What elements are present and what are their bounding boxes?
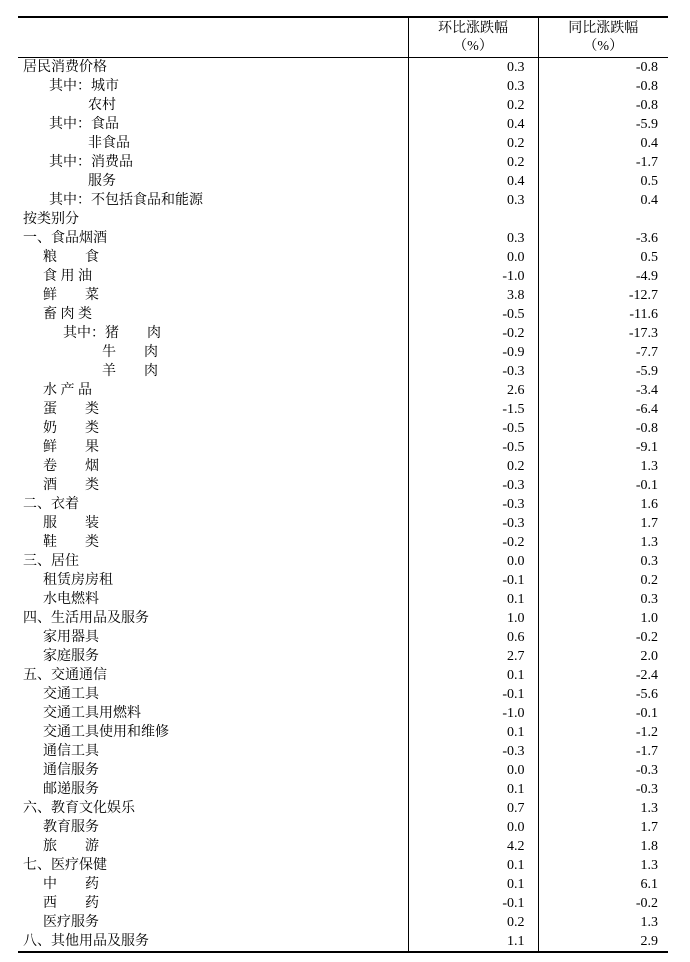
yoy-value: 1.7 xyxy=(538,514,668,533)
row-label: 交通工具用燃料 xyxy=(43,706,141,721)
table-row xyxy=(18,229,668,248)
yoy-value: -9.1 xyxy=(538,438,668,457)
row-label: 牛 肉 xyxy=(102,345,158,360)
row-label: 租赁房房租 xyxy=(43,573,113,588)
row-label: 家用器具 xyxy=(43,630,99,645)
table-row xyxy=(18,818,668,837)
row-label: 医疗服务 xyxy=(43,915,99,930)
row-label: 蛋 类 xyxy=(43,402,99,417)
yoy-value: 2.0 xyxy=(538,647,668,666)
table-row xyxy=(18,799,668,818)
table-row xyxy=(18,419,668,438)
mom-value: -0.3 xyxy=(408,362,538,381)
table-row xyxy=(18,628,668,647)
mom-value: -0.3 xyxy=(408,495,538,514)
table-row xyxy=(18,191,668,210)
mom-value: -1.0 xyxy=(408,704,538,723)
table-row xyxy=(18,894,668,913)
yoy-value: -2.4 xyxy=(538,666,668,685)
yoy-value: -6.4 xyxy=(538,400,668,419)
mom-value: -0.1 xyxy=(408,571,538,590)
yoy-value: -1.7 xyxy=(538,742,668,761)
yoy-value: -11.6 xyxy=(538,305,668,324)
table-row xyxy=(18,837,668,856)
mom-value: 0.0 xyxy=(408,761,538,780)
yoy-value: 0.3 xyxy=(538,590,668,609)
table-row xyxy=(18,647,668,666)
row-label: 卷 烟 xyxy=(43,459,99,474)
row-label: 邮递服务 xyxy=(43,782,99,797)
table-row xyxy=(18,913,668,932)
header-mom xyxy=(408,17,538,58)
mom-value: 1.0 xyxy=(408,609,538,628)
yoy-value xyxy=(538,210,668,229)
table-row xyxy=(18,96,668,115)
yoy-value: -0.3 xyxy=(538,761,668,780)
mom-value: -1.0 xyxy=(408,267,538,286)
table-row xyxy=(18,761,668,780)
row-label: 畜 肉 类 xyxy=(43,307,92,322)
yoy-value: 1.3 xyxy=(538,856,668,875)
table-row xyxy=(18,305,668,324)
row-label: 通信工具 xyxy=(43,744,99,759)
mom-value: 0.3 xyxy=(408,77,538,96)
table-row xyxy=(18,685,668,704)
yoy-value: 0.3 xyxy=(538,552,668,571)
yoy-value: 1.3 xyxy=(538,457,668,476)
mom-value: -0.9 xyxy=(408,343,538,362)
table-row xyxy=(18,381,668,400)
mom-value: -1.5 xyxy=(408,400,538,419)
mom-value: 0.3 xyxy=(408,58,538,78)
header-yoy-label: 同比涨跌幅 xyxy=(568,21,639,36)
yoy-value: 0.5 xyxy=(538,172,668,191)
mom-value: 0.1 xyxy=(408,780,538,799)
table-row xyxy=(18,590,668,609)
yoy-value: -5.6 xyxy=(538,685,668,704)
table-row xyxy=(18,438,668,457)
mom-value: 0.2 xyxy=(408,153,538,172)
mom-value: -0.1 xyxy=(408,685,538,704)
row-label: 羊 肉 xyxy=(102,364,158,379)
row-label: 六、教育文化娱乐 xyxy=(23,801,135,816)
table-row xyxy=(18,609,668,628)
mom-value: -0.3 xyxy=(408,742,538,761)
row-label: 教育服务 xyxy=(43,820,99,835)
table-row xyxy=(18,58,668,78)
mom-value: 2.6 xyxy=(408,381,538,400)
table-row xyxy=(18,514,668,533)
yoy-value: 0.2 xyxy=(538,571,668,590)
yoy-value: -0.1 xyxy=(538,704,668,723)
mom-value: -0.2 xyxy=(408,533,538,552)
mom-value: -0.5 xyxy=(408,419,538,438)
row-label: 通信服务 xyxy=(43,763,99,778)
row-label: 水电燃料 xyxy=(43,592,99,607)
yoy-value: -0.8 xyxy=(538,58,668,78)
row-label: 其中：食品 xyxy=(49,117,119,132)
cpi-table xyxy=(18,16,668,953)
row-label: 一、食品烟酒 xyxy=(23,231,107,246)
mom-value: 0.3 xyxy=(408,191,538,210)
row-label: 八、其他用品及服务 xyxy=(23,934,149,949)
mom-value: 3.8 xyxy=(408,286,538,305)
mom-value: 0.1 xyxy=(408,723,538,742)
row-label: 其中：猪 肉 xyxy=(63,326,161,341)
row-label: 交通工具 xyxy=(43,687,99,702)
table-row xyxy=(18,571,668,590)
table-body xyxy=(18,58,668,953)
table-row xyxy=(18,780,668,799)
yoy-value: -0.8 xyxy=(538,96,668,115)
mom-value: 0.6 xyxy=(408,628,538,647)
table-row xyxy=(18,172,668,191)
table-row xyxy=(18,343,668,362)
mom-value: 0.1 xyxy=(408,856,538,875)
mom-value: -0.5 xyxy=(408,438,538,457)
row-label: 其中：城市 xyxy=(49,79,119,94)
table-row xyxy=(18,457,668,476)
mom-value: 0.2 xyxy=(408,457,538,476)
yoy-value: 1.3 xyxy=(538,913,668,932)
mom-value: 4.2 xyxy=(408,837,538,856)
yoy-value: -0.3 xyxy=(538,780,668,799)
mom-value: 2.7 xyxy=(408,647,538,666)
table-row xyxy=(18,400,668,419)
yoy-value: 1.7 xyxy=(538,818,668,837)
row-label: 酒 类 xyxy=(43,478,99,493)
mom-value: 0.2 xyxy=(408,913,538,932)
row-label: 居民消费价格 xyxy=(23,60,107,75)
yoy-value: -0.1 xyxy=(538,476,668,495)
table-row xyxy=(18,476,668,495)
table-row xyxy=(18,248,668,267)
mom-value: 0.2 xyxy=(408,134,538,153)
mom-value: 0.4 xyxy=(408,115,538,134)
row-label: 家庭服务 xyxy=(43,649,99,664)
mom-value: -0.3 xyxy=(408,476,538,495)
row-label: 鲜 果 xyxy=(43,440,99,455)
yoy-value: 0.4 xyxy=(538,191,668,210)
header-indicator-blank xyxy=(18,17,408,58)
yoy-value: 0.4 xyxy=(538,134,668,153)
mom-value xyxy=(408,210,538,229)
mom-value: 0.4 xyxy=(408,172,538,191)
row-label: 鲜 菜 xyxy=(43,288,99,303)
row-label: 鞋 类 xyxy=(43,535,99,550)
row-label: 西 药 xyxy=(43,896,99,911)
header-row xyxy=(18,17,668,58)
header-yoy-unit: （%） xyxy=(583,39,624,54)
table-row xyxy=(18,153,668,172)
row-label: 中 药 xyxy=(43,877,99,892)
table-row xyxy=(18,704,668,723)
yoy-value: 1.6 xyxy=(538,495,668,514)
mom-value: 0.1 xyxy=(408,666,538,685)
mom-value: 1.1 xyxy=(408,932,538,952)
yoy-value: -0.2 xyxy=(538,628,668,647)
table-row xyxy=(18,533,668,552)
yoy-value: -5.9 xyxy=(538,115,668,134)
mom-value: 0.0 xyxy=(408,248,538,267)
mom-value: -0.1 xyxy=(408,894,538,913)
row-label: 交通工具使用和维修 xyxy=(43,725,169,740)
mom-value: 0.1 xyxy=(408,875,538,894)
yoy-value: -4.9 xyxy=(538,267,668,286)
row-label: 食 用 油 xyxy=(43,269,92,284)
row-label: 其中：不包括食品和能源 xyxy=(49,193,203,208)
table-row xyxy=(18,723,668,742)
table-header xyxy=(18,17,668,58)
row-label: 奶 类 xyxy=(43,421,99,436)
yoy-value: -3.4 xyxy=(538,381,668,400)
table-row xyxy=(18,875,668,894)
yoy-value: -5.9 xyxy=(538,362,668,381)
mom-value: 0.2 xyxy=(408,96,538,115)
yoy-value: -0.8 xyxy=(538,419,668,438)
mom-value: -0.3 xyxy=(408,514,538,533)
mom-value: -0.2 xyxy=(408,324,538,343)
yoy-value: 1.3 xyxy=(538,533,668,552)
row-label: 五、交通通信 xyxy=(23,668,107,683)
table-row xyxy=(18,495,668,514)
yoy-value: -1.7 xyxy=(538,153,668,172)
table-row xyxy=(18,742,668,761)
row-label: 旅 游 xyxy=(43,839,99,854)
row-label: 非食品 xyxy=(88,136,130,151)
mom-value: 0.0 xyxy=(408,818,538,837)
mom-value: -0.5 xyxy=(408,305,538,324)
yoy-value: -3.6 xyxy=(538,229,668,248)
row-label: 服务 xyxy=(88,174,116,189)
mom-value: 0.0 xyxy=(408,552,538,571)
row-label: 二、衣着 xyxy=(23,497,79,512)
row-label: 其中：消费品 xyxy=(49,155,133,170)
yoy-value: 0.5 xyxy=(538,248,668,267)
table-row xyxy=(18,77,668,96)
table-row xyxy=(18,286,668,305)
table-row xyxy=(18,932,668,952)
yoy-value: 6.1 xyxy=(538,875,668,894)
row-label: 四、生活用品及服务 xyxy=(23,611,149,626)
table-row xyxy=(18,552,668,571)
table-row xyxy=(18,856,668,875)
row-label: 服 装 xyxy=(43,516,99,531)
table-row xyxy=(18,267,668,286)
table-row xyxy=(18,210,668,229)
yoy-value: -17.3 xyxy=(538,324,668,343)
table-row xyxy=(18,362,668,381)
header-yoy xyxy=(538,17,668,58)
row-label: 粮 食 xyxy=(43,250,99,265)
row-label: 七、医疗保健 xyxy=(23,858,107,873)
row-label: 三、居住 xyxy=(23,554,79,569)
mom-value: 0.1 xyxy=(408,590,538,609)
yoy-value: 2.9 xyxy=(538,932,668,952)
yoy-value: -1.2 xyxy=(538,723,668,742)
yoy-value: -0.8 xyxy=(538,77,668,96)
row-label: 水 产 品 xyxy=(43,383,92,398)
table-row xyxy=(18,115,668,134)
table-row xyxy=(18,324,668,343)
header-mom-unit: （%） xyxy=(453,39,493,54)
mom-value: 0.3 xyxy=(408,229,538,248)
yoy-value: 1.8 xyxy=(538,837,668,856)
table-row xyxy=(18,134,668,153)
header-mom-label: 环比涨跌幅 xyxy=(438,21,508,36)
row-label: 农村 xyxy=(88,98,116,113)
table-row xyxy=(18,666,668,685)
yoy-value: -7.7 xyxy=(538,343,668,362)
row-label: 按类别分 xyxy=(23,212,79,227)
yoy-value: -0.2 xyxy=(538,894,668,913)
mom-value: 0.7 xyxy=(408,799,538,818)
yoy-value: 1.3 xyxy=(538,799,668,818)
yoy-value: 1.0 xyxy=(538,609,668,628)
yoy-value: -12.7 xyxy=(538,286,668,305)
